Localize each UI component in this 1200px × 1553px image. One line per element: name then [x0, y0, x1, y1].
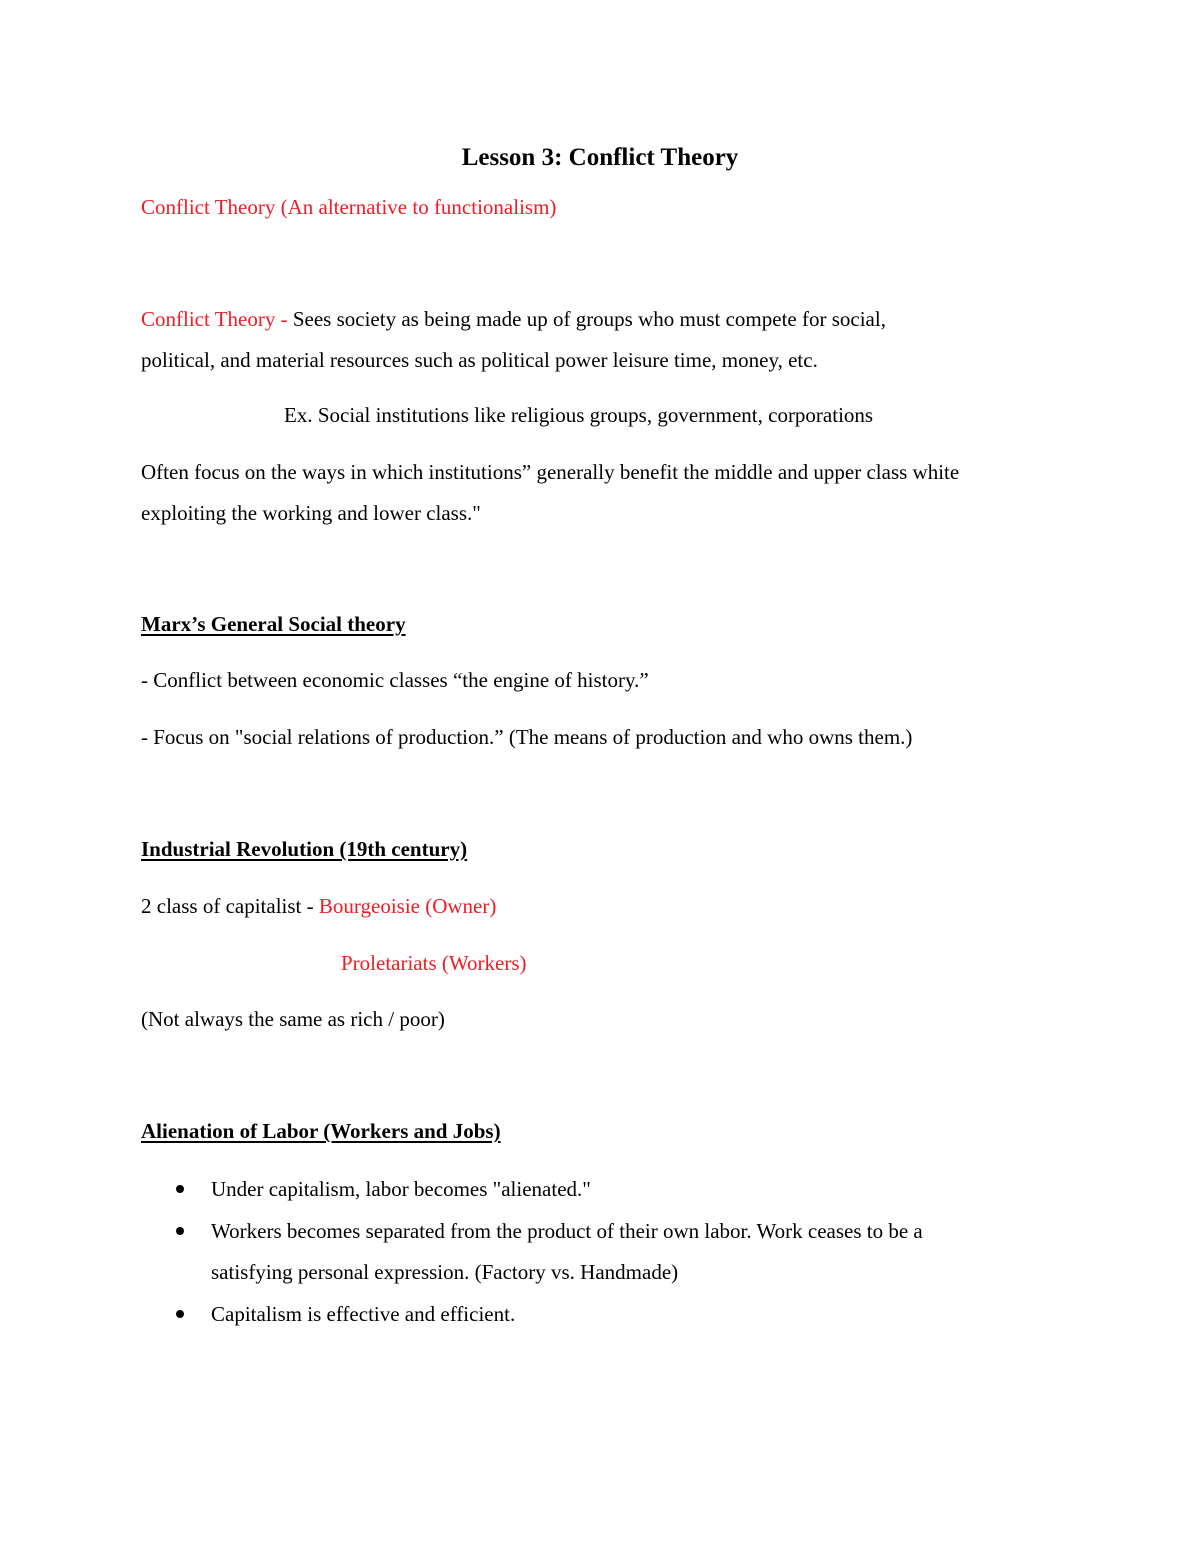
- bullet-icon: [176, 1185, 184, 1193]
- marx-heading: Marx’s General Social theory: [141, 612, 406, 636]
- definition-text: Sees society as being made up of groups who must compete for social,: [292, 307, 886, 331]
- alienation-heading: Alienation of Labor (Workers and Jobs): [141, 1119, 501, 1143]
- class-note: (Not always the same as rich / poor): [141, 1007, 445, 1031]
- marx-point-2: - Focus on "social relations of production.” (The means of production and who owns them.): [141, 725, 913, 749]
- definition-separator: -: [275, 307, 293, 331]
- focus-line-2: exploiting the working and lower class.": [141, 501, 481, 525]
- marx-point-1: - Conflict between economic classes “the engine of history.”: [141, 668, 649, 692]
- class-line-1: [141, 893, 496, 919]
- bullet-icon: [176, 1310, 184, 1318]
- bullet-2-line-1: Workers becomes separated from the product of their own labor. Work ceases to be a: [211, 1219, 923, 1243]
- class-bourgeoisie: Bourgeoisie (Owner): [318, 894, 497, 918]
- example-line: Ex. Social institutions like religious groups, government, corporations: [284, 403, 874, 427]
- page-title: Lesson 3: Conflict Theory: [461, 144, 739, 171]
- bullet-icon: [176, 1227, 184, 1235]
- class-proletariats: Proletariats (Workers): [341, 951, 527, 975]
- subtitle: Conflict Theory (An alternative to functionalism): [141, 195, 557, 219]
- definition-term: Conflict Theory: [141, 307, 276, 331]
- class-prefix: 2 class of capitalist -: [141, 894, 319, 918]
- focus-line-1: Often focus on the ways in which institutions” generally benefit the middle and upper class white: [141, 460, 960, 484]
- bullet-2-line-2: satisfying personal expression. (Factory vs. Handmade): [211, 1260, 679, 1284]
- industrial-heading: Industrial Revolution (19th century): [141, 837, 468, 861]
- bullet-1: Under capitalism, labor becomes "alienated.": [211, 1177, 591, 1201]
- definition-line-2: political, and material resources such as political power leisure time, money, etc.: [141, 348, 818, 372]
- definition-line-1: [141, 306, 886, 332]
- bullet-3: Capitalism is effective and efficient.: [211, 1302, 516, 1326]
